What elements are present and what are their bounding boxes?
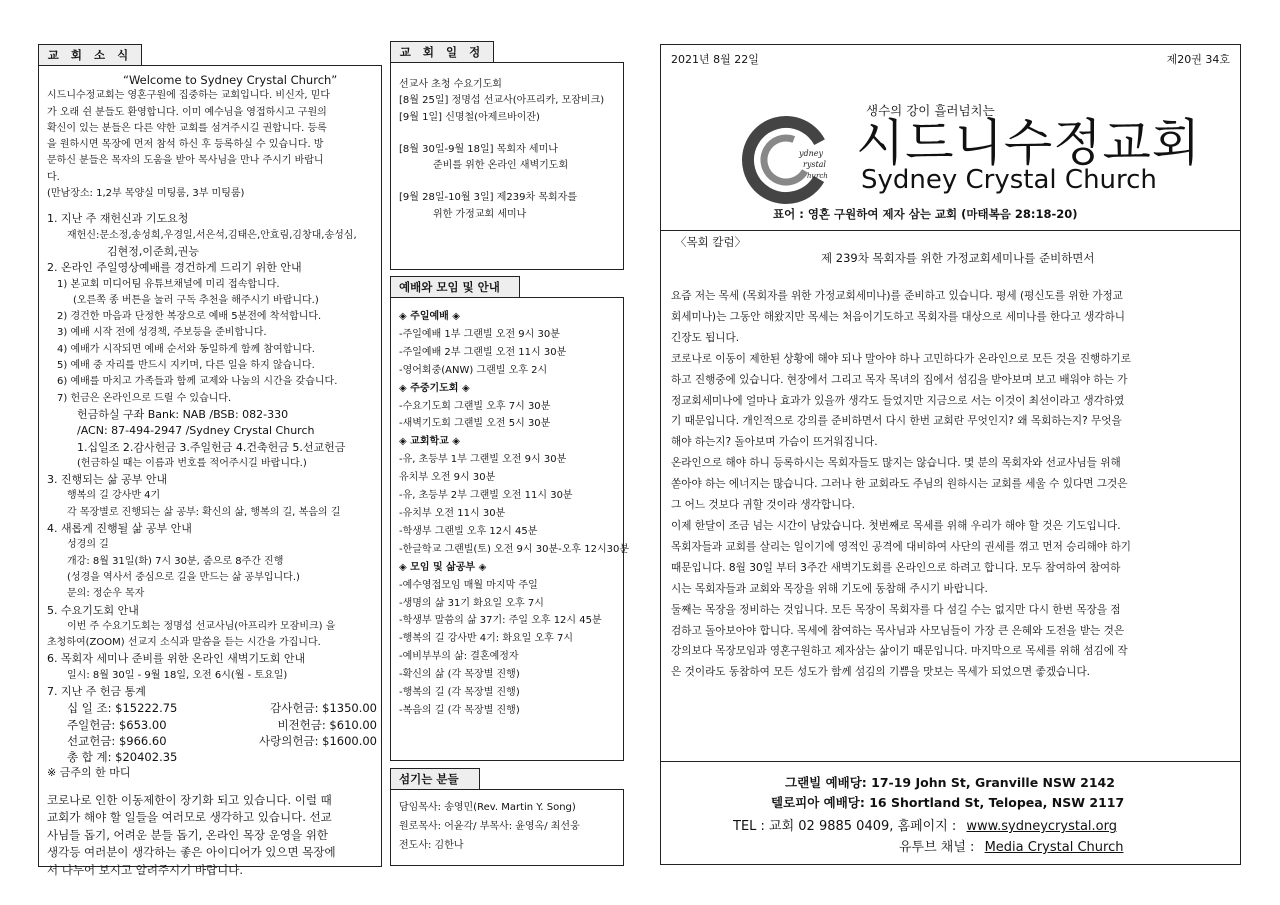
- intro-line: (만남장소: 1,2부 목양실 미팅룸, 3부 미팅룸): [47, 188, 245, 200]
- s2-line: 1) 본교회 미디어팀 유튜브채널에 미리 접속합니다.: [57, 278, 280, 290]
- word-line: 사님들 돕기, 어려운 분들 돕기, 온라인 목장 운영을 위한: [47, 827, 328, 842]
- column-line: 해야 하는지? 돌아보며 가슴이 뜨거워집니다.: [671, 436, 878, 449]
- column-line: 회세미나)는 그동안 해왔지만 목세는 처음이기도하고 목회자를 대상으로 세미나를 한다고 생각하니: [671, 310, 1126, 323]
- column-line: 둘째는 목장을 정비하는 것입니다. 모든 목장이 목회자를 다 섬길 수는 없지만 다시 한번 목장을 점: [671, 603, 1121, 616]
- s4-list: [47, 537, 381, 602]
- s2-line: 4) 예배가 시작되면 예배 순서와 동일하게 함께 참여합니다.: [57, 343, 315, 355]
- servants-list: [399, 798, 623, 855]
- servant-line: 원로목사: 어윤각/ 부목사: 윤영옥/ 최선웅: [399, 821, 580, 832]
- column-line: 은 것이라도 동참하여 모든 성도가 함께 섬김의 기쁨을 맛보는 목세가 되었으면 좋겠습니다.: [671, 666, 1091, 679]
- worship-line: -유치부 오전 11시 30분: [399, 507, 506, 519]
- column-line: 시는 목회자들과 교회와 목장을 위해 기도에 동참해 주시기 바랍니다.: [671, 582, 988, 595]
- news-box: [38, 65, 382, 877]
- s2-title: 2. 온라인 주일영상예배를 경건하게 드리기 위한 안내: [47, 261, 302, 275]
- schedule-line: [9월 1일] 신명철(아제르바이잔): [399, 111, 540, 123]
- offering-stats: [47, 700, 381, 765]
- column-line: 긴장도 됩니다.: [671, 331, 740, 344]
- s5-line: 이번 주 수요기도회는 정명섭 선교사님(아프리카 모잠비크) 을: [67, 620, 336, 632]
- stat-row: [67, 733, 381, 749]
- s6-title: 6. 목회자 세미나 준비를 위한 온라인 새벽기도회 안내: [47, 652, 306, 666]
- column-line: 쏟아야 하는 에너지는 많습니다. 그러나 한 교회라도 주님의 원하시는 교회를 세울 수 있다면 그것은: [671, 478, 1128, 491]
- s3-list: [47, 488, 381, 521]
- s4-line: 성경의 길: [67, 539, 109, 551]
- tel-label: TEL : 교회 02 9885 0409, 홈페이지 :: [733, 819, 957, 834]
- column-line: 검하고 돌아보아야 합니다. 목세에 참여하는 목사님과 사모님들이 가장 큰 은혜와 도전을 받는 것은: [671, 624, 1125, 637]
- worship-line: -주일예배 1부 그랜빌 오전 9시 30분: [399, 328, 560, 340]
- intro-line: 확신이 있는 분들은 다른 약한 교회를 섬겨주시길 권합니다. 등록: [47, 122, 327, 134]
- worship-line: -주일예배 2부 그랜빌 오전 11시 30분: [399, 346, 567, 358]
- worship-line: -예비부부의 삶: 결혼예정자: [399, 651, 519, 663]
- stat-row: [67, 700, 381, 716]
- column-line: 목회자들과 교회를 살리는 일이기에 영적인 공격에 대비하여 사단의 권세를 꺾고 먼저 승리해야 하기: [671, 540, 1131, 553]
- s4-title: 4. 새롭게 진행될 삶 공부 안내: [47, 522, 192, 536]
- s7-title: 7. 지난 주 헌금 통계: [47, 684, 146, 698]
- worship-tab: 예배와 모임 및 안내: [390, 276, 520, 298]
- worship-list: [399, 308, 630, 720]
- worship-line: -생명의 삶 31기 화요일 오후 7시: [399, 597, 544, 609]
- bank-line: 1.십일조 2.감사헌금 3.주일헌금 4.건축헌금 5.선교헌금: [77, 440, 346, 454]
- website-link[interactable]: www.sydneycrystal.org: [966, 819, 1117, 834]
- intro-line: 을 원하시면 목장에 먼저 참석 하신 후 등록하실 수 있습니다. 방: [47, 139, 324, 151]
- s5-line: 초청하여(ZOOM) 선교지 소식과 말씀을 듣는 시간을 가집니다.: [47, 637, 321, 649]
- intro-line: 다.: [47, 171, 60, 183]
- motto: 표어 : 영혼 구원하여 제자 삼는 교회 (마태복음 28:18-20): [773, 207, 1078, 221]
- svg-text:rystal: rystal: [803, 160, 826, 169]
- servants-tab: 섬기는 분들: [390, 768, 480, 790]
- word-title: ※ 금주의 한 마디: [47, 766, 131, 780]
- welcome-title: “Welcome to Sydney Crystal Church”: [123, 73, 338, 87]
- stat-cell: 사랑의헌금: $1600.00: [259, 733, 377, 748]
- s3-line: 각 목장별로 진행되는 삶 공부: 확신의 삶, 행복의 길, 복음의 길: [67, 506, 341, 518]
- bulletin-box: [660, 44, 1241, 865]
- youtube-label: 유투브 채널 :: [899, 840, 975, 855]
- worship-line: ◈ 모임 및 삶공부 ◈: [399, 561, 487, 573]
- stat-cell: 선교헌금: $966.60: [67, 733, 167, 748]
- s4-line: 개강: 8월 31일(화) 7시 30분, 줌으로 8주간 진행: [67, 555, 284, 567]
- schedule-line: 준비를 위한 온라인 새벽기도회: [433, 160, 569, 172]
- s2-list: [47, 277, 381, 407]
- s2-line: 3) 예배 시작 전에 성경책, 주보등을 준비합니다.: [57, 327, 267, 339]
- s4-line: 문의: 정순우 목자: [67, 588, 145, 600]
- column-line: 기 때문입니다. 개인적으로 강의를 준비하면서 다시 한번 교회란 무엇인지? 왜 목회하는지? 무엇을: [671, 415, 1122, 428]
- worship-line: ◈ 주중기도회 ◈: [399, 382, 470, 394]
- column-line: 요즘 저는 목세 (목회자를 위한 가정교회세미나)를 준비하고 있습니다. 평세 (평신도를 위한 가정교: [671, 290, 1123, 302]
- stat-cell: 총 합 계: $20402.35: [67, 750, 178, 765]
- church-name-en: Sydney Crystal Church: [861, 165, 1157, 195]
- word-line: 교회가 해야 할 일들을 여러모로 생각하고 있습니다. 선교: [47, 810, 332, 825]
- worship-line: -새벽기도회 그랜빌 오전 5시 30분: [399, 418, 551, 430]
- s1-title: 1. 지난 주 재헌신과 기도요청: [47, 212, 189, 226]
- stat-cell: 십 일 조: $15222.75: [67, 701, 178, 716]
- schedule-line: [399, 174, 623, 190]
- youtube-link[interactable]: Media Crystal Church: [984, 840, 1124, 855]
- schedule-box: [390, 62, 624, 270]
- address-granville: 그랜빌 예배당: 17-19 John St, Granville NSW 2142: [785, 775, 1115, 790]
- column-line: 강의보다 목장모임과 영혼구원하고 제자삼는 삶이기 때문입니다. 마지막으로 목세를 위해 섬김에 작: [671, 645, 1128, 658]
- schedule-line: 선교사 초청 수요기도회: [399, 79, 502, 90]
- worship-line: ◈ 교회학교 ◈: [399, 436, 460, 448]
- slogan: 생수의 강이 흘러넘치는: [866, 103, 995, 118]
- column-line: 그 어느 것보다 귀할 것이라 생각합니다.: [671, 499, 855, 512]
- s2-line: 5) 예배 중 자리를 반드시 지키며, 다른 일을 하지 않습니다.: [57, 360, 315, 372]
- stat-row: [67, 717, 381, 733]
- s1-line: 김현정,이준희,권능: [107, 244, 200, 258]
- date-label: 2021년 8월 22일: [671, 53, 759, 66]
- intro-line: 시드니수정교회는 영혼구원에 집중하는 교회입니다. 비신자, 믿다: [47, 90, 331, 102]
- column-line: 온라인으로 해야 하니 등록하시는 목회자들도 많지는 않습니다. 몇 분의 목회자와 선교사님들 위해: [671, 457, 1121, 470]
- s3-title: 3. 진행되는 삶 공부 안내: [47, 473, 168, 487]
- word-text: [47, 792, 381, 880]
- worship-line: -학생부 그랜빌 오후 12시 45분: [399, 525, 538, 537]
- schedule-line: [8월 25일] 정명섭 선교사(아프리카, 모잠비크): [399, 95, 605, 107]
- worship-line: -확신의 삶 (각 목장별 진행): [399, 669, 520, 681]
- news-intro: [47, 88, 381, 202]
- column-label: 〈목회 칼럼〉: [675, 235, 747, 249]
- column-line: 코로나로 이동이 제한된 상황에 해야 되나 말아야 하나 고민하다가 온라인으로 모든 것을 진행하기로: [671, 352, 1131, 365]
- word-line: 코로나로 인한 이동제한이 장기화 되고 있습니다. 이럴 때: [47, 792, 332, 807]
- bank-info: [47, 407, 381, 472]
- stat-cell: 주일헌금: $653.00: [67, 717, 167, 732]
- schedule-tab: 교 회 일 정: [390, 41, 494, 63]
- worship-line: -영어회중(ANW) 그랜빌 오후 2시: [399, 364, 548, 376]
- worship-line: -유, 초등부 1부 그랜빌 오전 9시 30분: [399, 454, 567, 466]
- s3-line: 행복의 길 강사반 4기: [67, 490, 161, 502]
- worship-line: -학생부 말씀의 삶 37기: 주일 오후 12시 45분: [399, 615, 602, 627]
- intro-line: 문하신 분들은 목자의 도움을 받아 목사님을 만나 주시기 바랍니: [47, 155, 324, 167]
- column-line: 때문입니다. 8월 30일 부터 3주간 새벽기도회를 온라인으로 하려고 합니다. 모두 참여하여 참여하: [671, 561, 1121, 574]
- worship-line: 유치부 오전 9시 30분: [399, 472, 496, 484]
- s2-line: 2) 경건한 마음과 단정한 복장으로 예배 5분전에 착석합니다.: [57, 311, 322, 323]
- s5-title: 5. 수요기도회 안내: [47, 603, 139, 617]
- church-name-kr: 시드니수정교회: [856, 114, 1202, 172]
- schedule-line: [9월 28일-10월 3일] 제239차 목회자를: [399, 192, 577, 204]
- schedule-list: [399, 77, 623, 223]
- s4-line: (성경을 역사서 중심으로 길을 만드는 삶 공부입니다.): [67, 571, 300, 583]
- s6-list: [47, 668, 381, 684]
- stat-cell: 비전헌금: $610.00: [277, 717, 377, 732]
- servant-line: 전도사: 김한나: [399, 840, 464, 851]
- s2-line: 6) 예배를 마치고 가족들과 함께 교제와 나눔의 시간을 갖습니다.: [57, 376, 338, 388]
- s2-line: (오른쪽 종 버튼을 눌러 구독 추천을 해주시기 바랍니다.): [73, 294, 319, 306]
- worship-line: -유, 초등부 2부 그랜빌 오전 11시 30분: [399, 490, 573, 502]
- column-line: 하고 진행중에 있습니다. 현장에서 그리고 목자 목녀의 집에서 섬김을 받아보며 보고 배워야 하는 가: [671, 373, 1128, 386]
- bank-line: (헌금하실 때는 이름과 번호를 적어주시길 바랍니다.): [77, 457, 307, 469]
- column-title: 제 239차 목회자를 위한 가정교회세미나를 준비하면서: [821, 251, 1095, 265]
- column-line: 이제 한달이 조금 넘는 시간이 남았습니다. 첫번째로 목세를 위해 우리가 해야 할 것은 기도입니다.: [671, 519, 1121, 532]
- schedule-line: [399, 126, 623, 142]
- bank-line: 헌금하실 구좌 Bank: NAB /BSB: 082-330: [77, 407, 289, 421]
- schedule-line: 위한 가정교회 세미나: [433, 208, 527, 220]
- servants-box: [390, 789, 624, 866]
- stat-cell: 감사헌금: $1350.00: [270, 701, 377, 716]
- s6-line: 일시: 8월 30일 - 9월 18일, 오전 6시(월 - 토요일): [67, 669, 288, 681]
- address-telopea: 텔로피아 예배당: 16 Shortland St, Telopea, NSW 2117: [771, 795, 1125, 810]
- bank-line: /ACN: 87-494-2947 /Sydney Crystal Church: [77, 424, 315, 438]
- issue-label: 제20권 34호: [1166, 53, 1230, 66]
- stat-row: [67, 749, 381, 765]
- intro-line: 가 오래 쉰 분들도 환영합니다. 이미 예수님을 영접하시고 구원의: [47, 106, 327, 118]
- s5-list: [47, 619, 381, 652]
- worship-box: [390, 297, 630, 761]
- worship-line: -행복의 길 강사반 4기: 화요일 오후 7시: [399, 633, 574, 645]
- column-area: [661, 230, 1240, 762]
- word-line: 서 나누어 보시고 알려주시기 바랍니다.: [47, 862, 244, 877]
- svg-text:hurch: hurch: [807, 172, 828, 180]
- worship-line: -한글학교 그랜빌(토) 오전 9시 30분-오후 12시30분: [399, 543, 630, 555]
- church-logo: [741, 115, 851, 205]
- worship-line: -복음의 길 (각 목장별 진행): [399, 704, 520, 716]
- column-text: [671, 286, 1231, 683]
- worship-line: -행복의 길 (각 목장별 진행): [399, 687, 520, 699]
- s2-line: 7) 헌금은 온라인으로 드릴 수 있습니다.: [57, 392, 232, 404]
- schedule-line: [8월 30일-9월 18일] 목회자 세미나: [399, 143, 558, 155]
- svg-text:ydney: ydney: [799, 149, 824, 158]
- worship-line: -예수영접모임 매월 마지막 주일: [399, 579, 538, 591]
- servant-line: 담임목사: 송영민(Rev. Martin Y. Song): [399, 802, 576, 813]
- news-tab: 교 회 소 식: [38, 44, 142, 66]
- column-line: 정교회세미나에 얼마나 효과가 있을까 생각도 들었지만 지금으로 서는 이것이 최선이라고 생각하였: [671, 394, 1125, 407]
- word-line: 생각등 여러분이 생각하는 좋은 아이디어가 있으면 목장에: [47, 845, 336, 860]
- worship-line: -수요기도회 그랜빌 오후 7시 30분: [399, 400, 551, 412]
- s1-line: 재헌신:문소정,송성희,우경일,서은석,김태은,안효림,김창대,송성심,: [67, 229, 357, 241]
- worship-line: ◈ 주일예배 ◈: [399, 311, 460, 322]
- stat-cell: [237, 749, 377, 765]
